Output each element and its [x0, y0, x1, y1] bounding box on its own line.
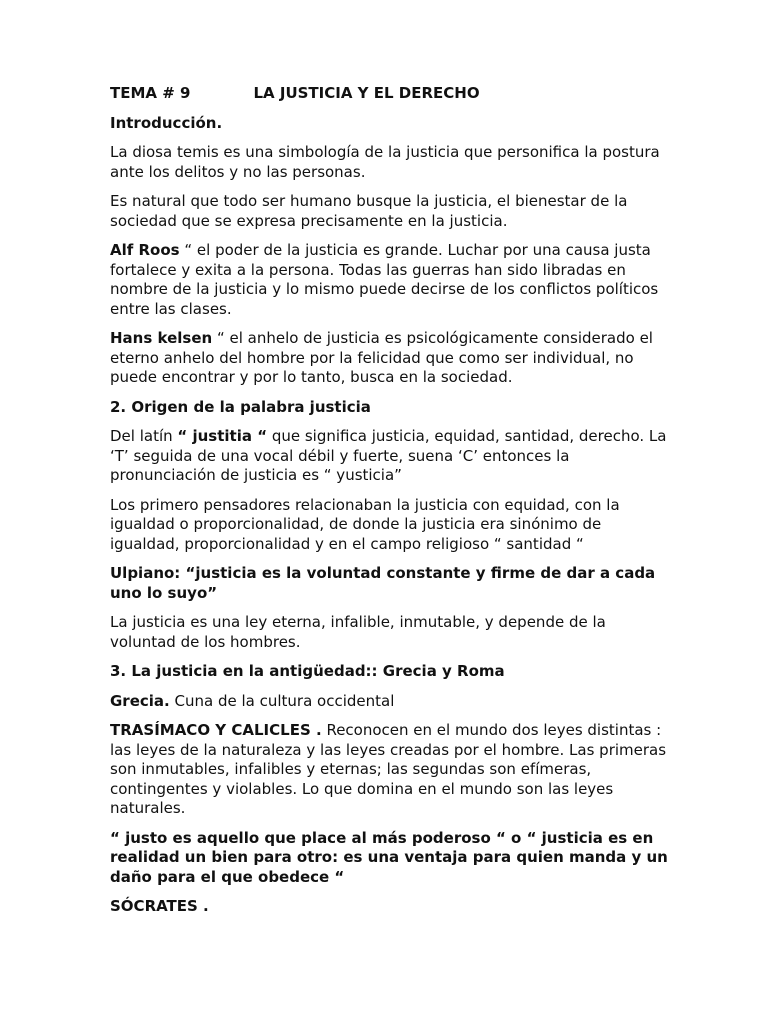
latin-pre: Del latín [110, 427, 178, 445]
latin-post: que significa justicia, equidad, santidad, derecho. La ‘T’ seguida de una vocal débil y fuerte, suena ‘C’ entonces la pronunciación de justicia es “ yusticia” [110, 427, 667, 484]
grecia-label: Grecia. [110, 691, 170, 710]
tema-title: LA JUSTICIA Y EL DERECHO [253, 84, 480, 102]
section-3-heading: 3. La justicia en la antigüedad:: Grecia y Roma [110, 662, 505, 680]
trasimaco-name: TRASÍMACO Y CALICLES . [110, 721, 322, 739]
paragraph-latin [110, 427, 670, 486]
intro-heading: Introducción. [110, 113, 223, 132]
grecia-text: Cuna de la cultura occidental [169, 691, 395, 710]
paragraph-alf-roos [110, 241, 670, 319]
socrates-heading: SÓCRATES . [110, 897, 209, 915]
document-page [110, 84, 670, 927]
document-title [110, 84, 670, 104]
trasimaco-text: Reconocen en el mundo dos leyes distintas : las leyes de la naturaleza y las leyes creadas por el hombre. Las primeras son inmutables, infalibles y eternas; las segundas son efímeras, contingentes y violables. Lo que domina en el mundo son las leyes naturales. [110, 721, 667, 817]
section-2-heading: 2. Origen de la palabra justicia [110, 397, 371, 416]
kelsen-quote: “ el anhelo de justicia es psicológicamente considerado el eterno anhelo del hombre por la felicidad que como ser individual, no puede encontrar y por lo tanto, busca en la sociedad. [110, 329, 653, 386]
latin-word: “ justitia “ [177, 427, 268, 445]
paragraph-trasimaco [110, 721, 670, 819]
paragraph-temis: La diosa temis es una simbología de la justicia que personifica la postura ante los delitos y no las personas. [110, 143, 660, 181]
tema-number: TEMA # 9 [110, 84, 191, 102]
paragraph-kelsen [110, 329, 670, 388]
paragraph-pensadores: Los primero pensadores relacionaban la justicia con equidad, con la igualdad o proporcionalidad, de donde la justicia era sinónimo de igualdad, proporcionalidad y en el campo religioso “ santidad “ [110, 495, 620, 553]
paragraph-grecia [110, 692, 670, 712]
alf-roos-quote: “ el poder de la justicia es grande. Luchar por una causa justa fortalece y exita a la persona. Todas las guerras han sido libradas en nombre de la justicia y lo mismo puede decirse de los conflictos políticos entre las clases. [110, 241, 659, 318]
ulpiano-quote: Ulpiano: “justicia es la voluntad constante y firme de dar a cada uno lo suyo” [110, 564, 656, 602]
quote-justo: “ justo es aquello que place al más poderoso “ o “ justicia es en realidad un bien para otro: es una ventaja para quien manda y un daño para el que obedece “ [110, 828, 668, 886]
paragraph-natural: Es natural que todo ser humano busque la justicia, el bienestar de la sociedad que se expresa precisamente en la justicia. [110, 192, 628, 230]
author-kelsen: Hans kelsen [110, 329, 213, 347]
author-alf-roos: Alf Roos [110, 241, 180, 259]
paragraph-ley-eterna: La justicia es una ley eterna, infalible, inmutable, y depende de la voluntad de los hombres. [110, 613, 606, 651]
